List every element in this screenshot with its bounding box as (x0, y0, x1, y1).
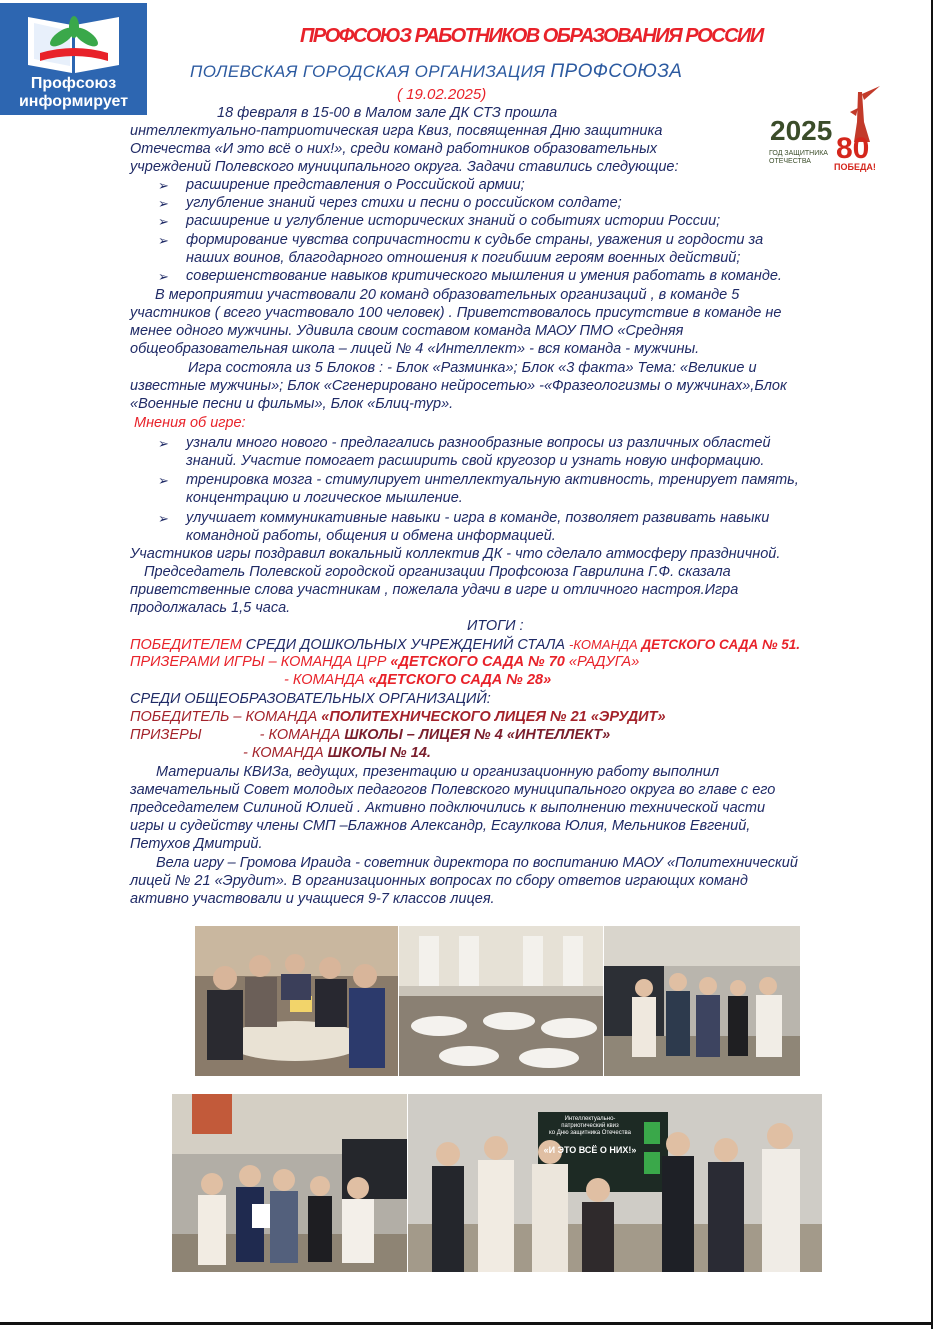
screen-big-title: «И ЭТО ВСЁ О НИХ!» (543, 1145, 637, 1155)
intro-line-3: Отечества «И это всё о них!», среди команд работников образовательных (130, 141, 658, 157)
screen-line-1: Интеллектуально- (564, 1116, 616, 1122)
host-line-2: лицей № 21 «Эрудит». В организационных вопросах по сбору ответов играющих команд (130, 873, 748, 889)
materials-line-4: игры и судейству члены СМП –Блажнов Александр, Есаулкова Юлия, Мельников Евгений, (130, 818, 751, 834)
badge-80: 80 (836, 132, 870, 165)
materials-line-5: Петухов Дмитрий. (130, 836, 263, 852)
chair-line-1: Председатель Полевской городской организации Профсоюза Гаврилина Г.Ф. сказала (144, 564, 731, 580)
opinion-item-cont: командной работы, общения и обмена информацией. (186, 528, 556, 544)
task-item: углубление знаний через стихи и песни о российском солдате; (186, 195, 622, 211)
opinion-item: улучшает коммуникативные навыки - игра в команде, позволяет развивать навыки (186, 510, 770, 526)
chair-line-2: приветственные слова участникам , пожелала удачи в игре и отличного настроя.Игра (130, 582, 739, 598)
arrow-bullet-icon: ➢ (158, 214, 169, 229)
arrow-bullet-icon: ➢ (158, 196, 169, 211)
page-border-right (931, 0, 933, 1329)
materials-line-2: замечательный Совет молодых педагогов Полевского муниципального округа во главе с его (130, 782, 776, 798)
opinions-title: Мнения об игре: (134, 415, 246, 431)
blocks-line-1: Игра состояла из 5 Блоков : - Блок «Разминка»; Блок «3 факта» Тема: «Великие и (188, 360, 757, 376)
org-word: ПРОФСОЮЗА (550, 61, 683, 82)
org-name: ПОЛЕВСКАЯ ГОРОДСКАЯ ОРГАНИЗАЦИЯ (190, 62, 546, 81)
chair-line-3: продолжалась 1,5 часа. (130, 600, 291, 616)
task-item: расширение и углубление исторических знаний о событиях истории России; (186, 213, 721, 229)
union-title: ПРОФСОЮЗ РАБОТНИКОВ ОБРАЗОВАНИЯ РОССИИ (300, 25, 763, 47)
screen-caption (542, 1116, 638, 1156)
arrow-bullet-icon: ➢ (158, 233, 169, 248)
prize2-team: «ДЕТСКОГО САДА № 28» (368, 672, 552, 688)
photo-hosts-with-screen (408, 1094, 822, 1272)
prize-team: «ДЕТСКОГО САДА № 70 (390, 654, 569, 670)
materials-line-1: Материалы КВИЗа, ведущих, презентацию и организационную работу выполнил (156, 764, 720, 780)
org-title (190, 61, 682, 83)
arrow-bullet-icon: ➢ (158, 269, 169, 284)
arrow-bullet-icon: ➢ (158, 511, 169, 526)
opinion-item-cont: знаний. Участие помогает расширить свой кругозор и узнать новую информацию. (186, 453, 765, 469)
arrow-bullet-icon: ➢ (158, 178, 169, 193)
blocks-line-3: «Военные песни и фильмы», Блок «Блиц-тур». (130, 396, 454, 412)
preschool-winner-team: ДЕТСКОГО САДА № 51. (641, 637, 800, 652)
prize2-label: - КОМАНДА (284, 672, 369, 688)
preschool-winner-line (130, 636, 800, 655)
photo-hall-overview (399, 926, 603, 1076)
intro-line-4: учреждений Полевского муниципального округа. Задачи ставились следующие: (130, 159, 679, 175)
screen-line-2: патриотический квиз (561, 1123, 619, 1129)
defender-year-badge (750, 82, 898, 190)
schools-title: СРЕДИ ОБЩЕОБРАЗОВАТЕЛЬНЫХ ОРГАНИЗАЦИЙ: (130, 691, 491, 707)
badge-pobeda: ПОБЕДА! (834, 162, 876, 172)
participants-line-3: менее одного мужчины. Удивила своим составом команда МАОУ ПМО «Средняя (130, 323, 684, 339)
school-prize2-label: - КОМАНДА (243, 745, 328, 761)
school-prize-team: ШКОЛЫ – ЛИЦЕЯ № 4 «ИНТЕЛЛЕКТ» (344, 727, 611, 743)
school-winner-line (130, 709, 666, 727)
materials-line-3: председателем Силиной Юлией . Активно подключились к выполнению технической части (130, 800, 766, 816)
school-prize2-team: ШКОЛЫ № 14. (327, 745, 431, 761)
school-winner-label: ПОБЕДИТЕЛЬ – КОМАНДА (130, 709, 322, 725)
preschool-winner-label: ПОБЕДИТЕЛЕМ (130, 637, 242, 653)
task-item: формирование чувства сопричастности к судьбе страны, уважения и гордости за (186, 232, 764, 248)
photo-award-group (604, 926, 800, 1076)
opinion-item: тренировка мозга - стимулирует интеллектуальную активность, тренирует память, (186, 472, 799, 488)
school-prize-line (130, 727, 610, 745)
article-date: ( 19.02.2025) (397, 86, 487, 103)
intro-line-1: 18 февраля в 15-00 в Малом зале ДК СТЗ прошла (217, 105, 558, 121)
arrow-bullet-icon: ➢ (158, 436, 169, 451)
page-border-bottom (0, 1322, 933, 1325)
prize-label: ПРИЗЕРАМИ ИГРЫ – КОМАНДА ЦРР (130, 654, 391, 670)
host-line-3: активно участвовали и учащиеся 9-7 классов лицея. (130, 891, 495, 907)
opinion-item-cont: концентрацию и логическое мышление. (186, 490, 463, 506)
task-item-cont: наших воинов, благодарного отношения к погибшим героям военных действий; (186, 250, 741, 266)
congrats-text: Участников игры поздравил вокальный коллектив ДК - что сделало атмосферу праздничной. (130, 546, 781, 562)
preschool-prize2-line (284, 672, 551, 690)
badge-year: 2025 (770, 115, 833, 146)
preschool-winner-team-label: -КОМАНДА (569, 637, 642, 652)
school-prize-label: ПРИЗЕРЫ (130, 727, 202, 743)
participants-line-2: участников ( всего участвовало 100 человек) . Приветствовалось присутствие в команде не (130, 305, 782, 321)
prize-team-name: «РАДУГА» (568, 654, 640, 670)
photo-team-with-certificate (172, 1094, 407, 1272)
host-line-1: Вела игру – Громова Ираида - советник директора по воспитанию МАОУ «Политехнический (156, 855, 798, 871)
task-item: расширение представления о Российской армии; (186, 177, 525, 193)
participants-line-1: В мероприятии участвовали 20 команд образовательных организаций , в команде 5 (155, 287, 740, 303)
school-winner-team: «ПОЛИТЕХНИЧЕСКОГО ЛИЦЕЯ № 21 «ЭРУДИТ» (321, 709, 666, 725)
opinion-item: узнали много нового - предлагались разнообразные вопросы из различных областей (186, 435, 771, 451)
union-logo (0, 3, 147, 115)
logo-line1: Профсоюз (30, 75, 117, 92)
participants-line-4: общеобразовательная школа – лицей № 4 «Интеллект» - вся команда - мужчины. (130, 341, 700, 357)
school-prize2-line (243, 745, 431, 763)
preschool-winner-text: СРЕДИ ДОШКОЛЬНЫХ УЧРЕЖДЕНИЙ СТАЛА (241, 637, 570, 653)
logo-line2: информирует (18, 93, 129, 110)
arrow-bullet-icon: ➢ (158, 473, 169, 488)
photo-team-at-table (195, 926, 398, 1076)
preschool-prize-line (130, 654, 639, 672)
badge-subtitle: ГОД ЗАЩИТНИКА ОТЕЧЕСТВА (769, 150, 828, 165)
school-prize-team-label: - КОМАНДА (259, 727, 345, 743)
results-title: ИТОГИ : (467, 618, 524, 634)
intro-line-2: интеллектуально-патриотическая игра Квиз, посвященная Дню защитника (130, 123, 663, 139)
task-item: совершенствование навыков критического мышления и умения работать в команде. (186, 268, 782, 284)
screen-line-3: ко Дню защитника Отечества (549, 1130, 631, 1136)
blocks-line-2: известные мужчины»; Блок «Сгенерировано нейросетью» -«Фразеологизмы о мужчинах»,Блок (130, 378, 787, 394)
